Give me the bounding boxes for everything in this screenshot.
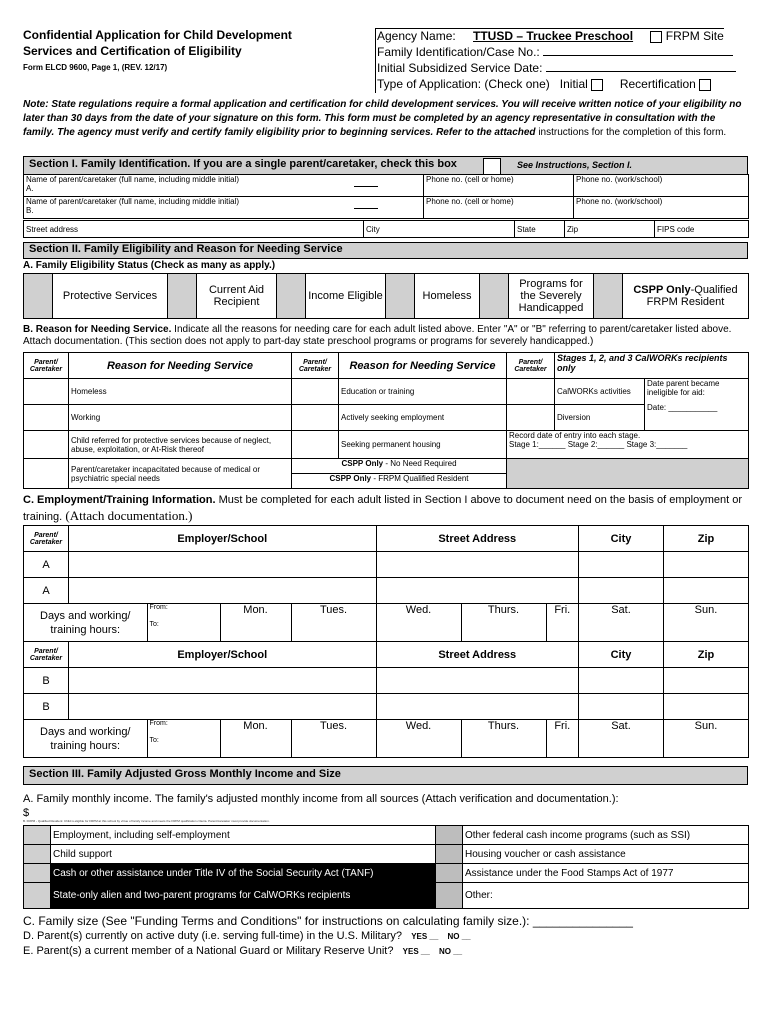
emp-a-street-2[interactable] xyxy=(376,578,578,604)
status-income: Income Eligible xyxy=(306,274,386,319)
emp-a-fromto[interactable] xyxy=(147,604,220,642)
parent-b-mark-line xyxy=(354,208,378,209)
fine-print: B. FRPM - Qualified Resident: Child is eligible for FRPM at this school by virtue of family income and meets the FRPM qualification criteria. Parent/caretaker must provide documentation. xyxy=(23,819,270,823)
parent-a-mark-line xyxy=(354,186,378,187)
employment-table-a xyxy=(23,525,749,758)
state-cell[interactable] xyxy=(515,221,565,238)
income-state-only: State-only alien and two-parent programs for CalWORKs recipients xyxy=(51,883,436,909)
reason-pc-seeking-emp[interactable] xyxy=(292,405,339,431)
reason-table xyxy=(23,352,749,489)
emp-b-employer-2[interactable] xyxy=(69,694,377,720)
emp-a-zip-1[interactable] xyxy=(664,552,749,578)
emp-a-days-label xyxy=(24,604,148,642)
cspp-frpm-bold: CSPP Only xyxy=(329,474,372,483)
emp-b-city-2[interactable] xyxy=(579,694,664,720)
frpm-site-label: FRPM Site xyxy=(665,29,724,43)
emp-b-zip-2[interactable] xyxy=(664,694,749,720)
emp-a-pc-hdr: Parent/ Caretaker xyxy=(24,526,69,552)
emp-a-days-l1: Days and working/ xyxy=(40,609,131,622)
stage-record-fields: Stage 1:______ Stage 2:______ Stage 3:_______ xyxy=(509,440,688,449)
emp-a-fri[interactable]: Fri. xyxy=(546,604,578,642)
status-handicapped: Programs for the Severely Handicapped xyxy=(509,274,594,319)
status-protective: Protective Services xyxy=(53,274,168,319)
gray-filler xyxy=(507,459,749,489)
parent-b-phone-work[interactable] xyxy=(574,197,749,219)
note-paragraph xyxy=(23,98,743,140)
note-rest: instructions for the completion of this form. xyxy=(535,127,727,138)
status-check-protective[interactable] xyxy=(24,274,53,319)
emp-a-letter-1: A xyxy=(24,552,69,578)
stage-record-cell[interactable] xyxy=(507,431,749,459)
city-cell[interactable] xyxy=(364,221,515,238)
eligibility-status-table xyxy=(23,273,749,319)
initial-date-label: Initial Subsidized Service Date: xyxy=(377,61,543,75)
emp-a-street-hdr: Street Address xyxy=(376,526,578,552)
emp-b-employer-1[interactable] xyxy=(69,668,377,694)
agency-label: Agency Name: xyxy=(377,29,456,43)
parent-b-name-label: Name of parent/caretaker (full name, including middle initial) xyxy=(26,197,239,206)
emp-b-fri[interactable]: Fri. xyxy=(546,720,578,758)
guard-line xyxy=(23,945,462,957)
income-check-state-only[interactable] xyxy=(24,883,51,909)
income-child-support: Child support xyxy=(51,845,436,864)
type-app-label: Type of Application: (Check one) xyxy=(377,77,550,91)
reason-diversion: Diversion xyxy=(555,405,645,431)
reason-pc-homeless[interactable] xyxy=(24,379,69,405)
parent-b-letter: B. xyxy=(26,206,34,215)
emp-b-thu[interactable]: Thurs. xyxy=(461,720,546,758)
sectionC-text: Must be completed for each adult listed in Section I above to document need on the basis of employment or training. xyxy=(23,494,742,523)
emp-a-to: To: xyxy=(149,621,159,628)
initial-label: Initial xyxy=(559,77,588,91)
status-check-income[interactable] xyxy=(277,274,306,319)
section3-bar xyxy=(23,766,748,785)
income-sources-table xyxy=(23,825,749,909)
emp-b-days-l2: training hours: xyxy=(50,739,121,752)
parent-b-name-cell[interactable] xyxy=(24,197,424,219)
family-id-field[interactable] xyxy=(543,55,733,56)
form-id: Form ELCD 9600, Page 1, (REV. 12/17) xyxy=(23,63,168,72)
reason-pc-housing[interactable] xyxy=(292,431,339,459)
recert-checkbox[interactable] xyxy=(699,79,711,91)
emp-b-to: To: xyxy=(149,737,159,744)
status-homeless: Homeless xyxy=(415,274,480,319)
emp-b-letter-2: B xyxy=(24,694,69,720)
status-check-aid[interactable] xyxy=(168,274,197,319)
sectionC-title: C. Employment/Training Information. xyxy=(23,494,216,506)
reason-pc-hdr-2: Parent/ Caretaker xyxy=(292,353,339,379)
emp-a-city-2[interactable] xyxy=(579,578,664,604)
emp-a-employer-hdr: Employer/School xyxy=(69,526,377,552)
fips-cell[interactable] xyxy=(655,221,749,238)
section1-see: See Instructions, Section I. xyxy=(517,160,633,170)
status-check-cspp[interactable] xyxy=(594,274,623,319)
section2b-paragraph xyxy=(23,324,748,348)
income-tanf: Cash or other assistance under Title IV of the Social Security Act (TANF) xyxy=(51,864,436,883)
family-id-label: Family Identification/Case No.: xyxy=(377,45,540,59)
emp-a-from: From: xyxy=(149,604,168,611)
emp-b-sat[interactable]: Sat. xyxy=(579,720,664,758)
zip-cell[interactable] xyxy=(565,221,655,238)
reason-hdr-2: Reason for Needing Service xyxy=(339,353,507,379)
income-check-other[interactable] xyxy=(436,883,463,909)
income-foodstamps: Assistance under the Food Stamps Act of 1977 xyxy=(463,864,749,883)
reason-pc-hdr-3: Parent/ Caretaker xyxy=(507,353,555,379)
reason-pc-protective[interactable] xyxy=(24,431,69,459)
military-yes[interactable]: YES __ xyxy=(411,932,439,941)
income-federal: Other federal cash income programs (such as SSI) xyxy=(463,826,749,845)
section2b-text: Indicate all the reasons for needing care for each adult listed above. Enter "A" or "B" referring to parent/caretaker listed above. Attach documentation. (This section does not apply to part-day state preschool programs or programs for severely handicapped.) xyxy=(23,324,732,347)
emp-b-city-hdr: City xyxy=(579,642,664,668)
reason-homeless: Homeless xyxy=(69,379,292,405)
cspp-frpm[interactable] xyxy=(292,474,506,488)
frpm-site-checkbox[interactable] xyxy=(650,31,662,43)
reason-incapacitated: Parent/caretaker incapacitated because of medical or psychiatric special needs xyxy=(69,459,292,489)
agency-name-field[interactable]: TTUSD – Truckee Preschool xyxy=(473,29,634,43)
guard-no[interactable]: NO __ xyxy=(438,947,463,956)
section2b-title: B. Reason for Needing Service. xyxy=(23,324,172,335)
cspp-no-need-bold: CSPP Only xyxy=(341,459,384,468)
section2-bar xyxy=(23,242,748,259)
parent-b-phone-cell-label: Phone no. (cell or home) xyxy=(426,197,514,206)
emp-b-mon[interactable]: Mon. xyxy=(220,720,291,758)
emp-b-zip-hdr: Zip xyxy=(664,642,749,668)
guard-yes[interactable]: YES __ xyxy=(402,947,430,956)
military-question: D. Parent(s) currently on active duty (i.e. serving full-time) in the U.S. Military? xyxy=(23,930,403,942)
emp-b-sun[interactable]: Sun. xyxy=(664,720,749,758)
reason-calworks: CalWORKs activities xyxy=(555,379,645,405)
reason-pc-calworks[interactable] xyxy=(507,379,555,405)
emp-b-fromto[interactable] xyxy=(147,720,220,758)
emp-a-employer-1[interactable] xyxy=(69,552,377,578)
cspp-frpm-rest: - FRPM Qualified Resident xyxy=(371,474,469,483)
emp-b-days-label xyxy=(24,720,148,758)
parent-a-phone-cell-label: Phone no. (cell or home) xyxy=(426,175,514,184)
cspp-no-need[interactable] xyxy=(292,459,506,474)
parent-a-name-cell[interactable] xyxy=(24,175,424,197)
date-parent-field: Date: ___________ xyxy=(647,403,718,412)
initial-checkbox[interactable] xyxy=(591,79,603,91)
military-no[interactable]: NO __ xyxy=(447,932,471,941)
section1-title: Section I. Family Identification. If you are a single parent/caretaker, check this box xyxy=(29,158,457,170)
reason-pc-hdr-1: Parent/ Caretaker xyxy=(24,353,69,379)
income-check-foodstamps[interactable] xyxy=(436,864,463,883)
note-bold: Note: State regulations require a formal application and certification for child development services. You will receive written notice of your eligibility no later than 30 days from the date of your signature on this form. This form must be completed by an agency representative in consultation with the family. The agency must verify and certify family eligibility prior to beginning services. Refer to the attached xyxy=(23,99,742,138)
reason-pc-working[interactable] xyxy=(24,405,69,431)
parent-b-phone-cell[interactable] xyxy=(424,197,574,219)
reason-hdr-1: Reason for Needing Service xyxy=(69,353,292,379)
reason-pc-diversion[interactable] xyxy=(507,405,555,431)
parent-a-letter: A. xyxy=(26,184,34,193)
state-label: State xyxy=(517,224,536,234)
agency-box xyxy=(375,28,724,93)
emp-a-zip-hdr: Zip xyxy=(664,526,749,552)
sectionC-paragraph xyxy=(23,493,748,525)
sectionC-attach: (Attach documentation.) xyxy=(62,508,193,523)
recert-label: Recertification xyxy=(619,77,696,91)
reason-pc-education[interactable] xyxy=(292,379,339,405)
reason-protective: Child referred for protective services because of neglect, abuse, exploitation, or At-Risk thereof xyxy=(69,431,292,459)
section3a-text: A. Family monthly income. The family's adjusted monthly income from all sources (Attach verification and documentation.): xyxy=(23,793,619,805)
status-cspp-bold: CSPP Only xyxy=(633,284,691,296)
form-title-line1: Confidential Application for Child Development xyxy=(23,28,292,42)
reason-seeking-employment: Actively seeking employment xyxy=(339,405,507,431)
emp-a-sat[interactable]: Sat. xyxy=(579,604,664,642)
section1-bar xyxy=(23,156,748,175)
cspp-no-need-rest: - No Need Required xyxy=(383,459,457,468)
emp-b-days-l1: Days and working/ xyxy=(40,725,131,738)
parent-b-phone-work-label: Phone no. (work/school) xyxy=(576,197,663,206)
status-aid: Current Aid Recipient xyxy=(197,274,277,319)
stages-hdr: Stages 1, 2, and 3 CalWORKs recipients only xyxy=(555,353,749,379)
reason-working: Working xyxy=(69,405,292,431)
emp-a-thu[interactable]: Thurs. xyxy=(461,604,546,642)
reason-education: Education or training xyxy=(339,379,507,405)
date-parent-cell[interactable] xyxy=(645,379,749,431)
status-check-handicapped[interactable] xyxy=(480,274,509,319)
income-employment: Employment, including self-employment xyxy=(51,826,436,845)
status-cspp-rest: -Qualified FRPM Resident xyxy=(646,284,738,308)
status-cspp xyxy=(623,274,749,319)
zip-label: Zip xyxy=(567,224,579,234)
emp-a-mon[interactable]: Mon. xyxy=(220,604,291,642)
parent-a-phone-cell[interactable] xyxy=(424,175,574,197)
emp-a-days-l2: training hours: xyxy=(50,623,121,636)
street-label: Street address xyxy=(26,224,79,234)
section1-table xyxy=(23,174,749,219)
emp-a-zip-2[interactable] xyxy=(664,578,749,604)
income-check-tanf[interactable] xyxy=(24,864,51,883)
emp-a-employer-2[interactable] xyxy=(69,578,377,604)
income-housing: Housing voucher or cash assistance xyxy=(463,845,749,864)
parent-a-phone-work[interactable] xyxy=(574,175,749,197)
guard-question: E. Parent(s) a current member of a National Guard or Military Reserve Unit? xyxy=(23,945,394,957)
address-table xyxy=(23,220,749,238)
initial-date-field[interactable] xyxy=(546,71,736,72)
stage-record-label: Record date of entry into each stage. xyxy=(509,431,641,440)
income-check-employment[interactable] xyxy=(24,826,51,845)
family-size-line: C. Family size (See "Funding Terms and Conditions" for instructions on calculating family size.): _______________ xyxy=(23,914,633,928)
section2a-title: A. Family Eligibility Status (Check as many as apply.) xyxy=(23,260,276,271)
emp-a-tue[interactable]: Tues. xyxy=(291,604,376,642)
status-check-homeless[interactable] xyxy=(386,274,415,319)
street-address-cell[interactable] xyxy=(24,221,364,238)
emp-b-street-1[interactable] xyxy=(376,668,578,694)
reason-pc-incapacitated[interactable] xyxy=(24,459,69,489)
emp-a-city-1[interactable] xyxy=(579,552,664,578)
date-parent-label: Date parent became ineligible for aid: xyxy=(647,379,720,397)
emp-b-street-2[interactable] xyxy=(376,694,578,720)
emp-a-wed[interactable]: Wed. xyxy=(376,604,461,642)
reason-housing: Seeking permanent housing xyxy=(339,431,507,459)
cspp-rows xyxy=(292,459,507,489)
emp-b-wed[interactable]: Wed. xyxy=(376,720,461,758)
emp-b-city-1[interactable] xyxy=(579,668,664,694)
section3-title: Section III. Family Adjusted Gross Monthly Income and Size xyxy=(29,768,341,780)
form-title-line2: Services and Certification of Eligibility xyxy=(23,44,242,58)
single-parent-checkbox[interactable] xyxy=(483,158,501,175)
emp-b-street-hdr: Street Address xyxy=(376,642,578,668)
section2-title: Section II. Family Eligibility and Reason for Needing Service xyxy=(29,243,343,255)
emp-b-employer-hdr: Employer/School xyxy=(69,642,377,668)
emp-b-from: From: xyxy=(149,720,168,727)
parent-a-name-label: Name of parent/caretaker (full name, including middle initial) xyxy=(26,175,239,184)
emp-b-tue[interactable]: Tues. xyxy=(291,720,376,758)
emp-b-pc-hdr: Parent/ Caretaker xyxy=(24,642,69,668)
emp-a-sun[interactable]: Sun. xyxy=(664,604,749,642)
emp-a-street-1[interactable] xyxy=(376,552,578,578)
income-check-housing[interactable] xyxy=(436,845,463,864)
emp-a-city-hdr: City xyxy=(579,526,664,552)
military-line xyxy=(23,930,471,942)
emp-b-letter-1: B xyxy=(24,668,69,694)
parent-a-phone-work-label: Phone no. (work/school) xyxy=(576,175,663,184)
city-label: City xyxy=(366,224,380,234)
emp-b-zip-1[interactable] xyxy=(664,668,749,694)
fips-label: FIPS code xyxy=(657,224,695,234)
income-check-child-support[interactable] xyxy=(24,845,51,864)
income-check-federal[interactable] xyxy=(436,826,463,845)
emp-a-letter-2: A xyxy=(24,578,69,604)
dollar-sign: $ xyxy=(23,807,30,819)
income-other: Other: xyxy=(463,883,749,909)
